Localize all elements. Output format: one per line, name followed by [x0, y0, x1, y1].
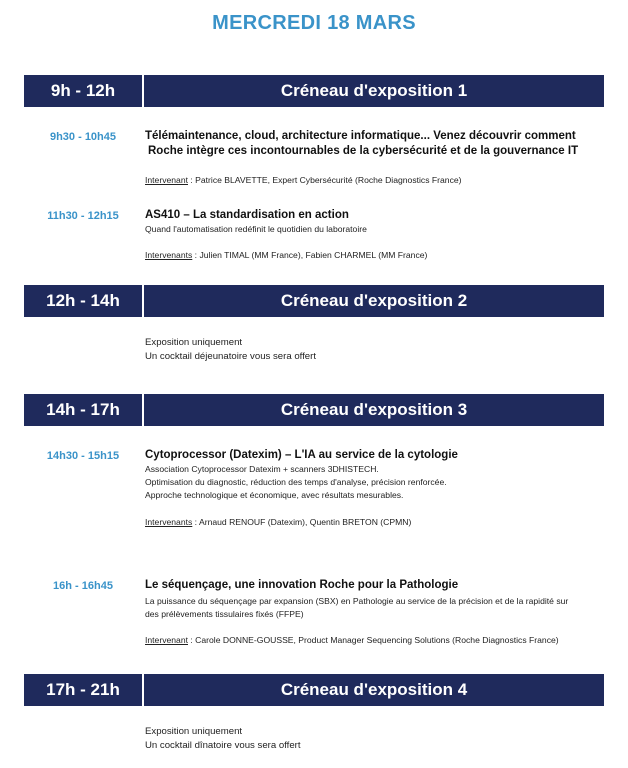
session-1 — [145, 129, 605, 186]
speakers-label: Intervenant — [145, 175, 188, 185]
expo-line: Exposition uniquement — [145, 337, 243, 348]
session-desc: Optimisation du diagnostic, réduction des temps d'analyse, précision renforcée. — [145, 477, 447, 487]
speakers-label: Intervenants — [145, 517, 193, 527]
session-title: Cytoprocessor (Datexim) – L'IA au service de la cytologie — [145, 449, 458, 461]
session-2 — [145, 208, 605, 261]
session-desc: des prélèvements tissulaires fixés (FFPE) — [145, 609, 304, 619]
expo-block-1 — [145, 336, 316, 364]
slot-name: Créneau d'exposition 1 — [280, 81, 468, 100]
session-4 — [145, 578, 605, 646]
speakers-label: Intervenant — [145, 635, 188, 645]
expo-line: Un cocktail déjeunatoire vous sera offert — [145, 351, 317, 362]
speakers-names: : Patrice BLAVETTE, Expert Cybersécurité (Roche Diagnostics France) — [188, 175, 462, 185]
slot-time: 12h - 14h — [24, 285, 144, 317]
speakers-names: : Carole DONNE-GOUSSE, Product Manager Sequencing Solutions (Roche Diagnostics France) — [188, 635, 559, 645]
slot-header-1 — [24, 75, 604, 107]
session-speakers — [145, 249, 605, 261]
slot-header-4 — [24, 674, 604, 706]
session-desc: Approche technologique et économique, avec résultats mesurables. — [145, 490, 404, 500]
slot-name: Créneau d'exposition 2 — [280, 291, 468, 310]
slot-name: Créneau d'exposition 3 — [280, 400, 468, 419]
slot-name: Créneau d'exposition 4 — [280, 680, 468, 699]
session-title-cont: Roche intègre ces incontournables de la cybersécurité et de la gouvernance IT — [148, 145, 579, 157]
session-time: 9h30 - 10h45 — [49, 131, 117, 143]
slot-header-3 — [24, 394, 604, 426]
slot-header-2 — [24, 285, 604, 317]
slot-time: 14h - 17h — [24, 394, 144, 426]
day-title: MERCREDI 18 MARS — [212, 12, 416, 34]
speakers-names: : Julien TIMAL (MM France), Fabien CHARMEL (MM France) — [192, 250, 428, 260]
session-time: 16h - 16h45 — [53, 580, 113, 592]
session-3 — [145, 448, 605, 528]
session-speakers — [145, 634, 605, 646]
expo-block-2 — [145, 725, 301, 753]
session-time: 14h30 - 15h15 — [46, 450, 120, 462]
slot-time: 9h - 12h — [24, 75, 144, 107]
session-title: Le séquençage, une innovation Roche pour la Pathologie — [145, 579, 459, 591]
session-desc: Association Cytoprocessor Datexim + scanners 3DHISTECH. — [145, 464, 379, 474]
session-desc: Quand l'automatisation redéfinit le quotidien du laboratoire — [145, 224, 367, 234]
speakers-label: Intervenants — [145, 250, 193, 260]
session-title: AS410 – La standardisation en action — [145, 209, 349, 221]
session-speakers — [145, 516, 605, 528]
expo-line: Exposition uniquement — [145, 726, 243, 737]
expo-line: Un cocktail dînatoire vous sera offert — [145, 740, 301, 751]
slot-time: 17h - 21h — [24, 674, 144, 706]
speakers-names: : Arnaud RENOUF (Datexim), Quentin BRETON (CPMN) — [192, 517, 412, 527]
session-time: 11h30 - 12h15 — [47, 210, 119, 222]
session-title: Télémaintenance, cloud, architecture informatique... Venez découvrir comment — [145, 130, 576, 142]
session-desc: La puissance du séquençage par expansion (SBX) en Pathologie au service de la précision et de la rapidité sur — [145, 596, 569, 606]
session-speakers — [145, 174, 605, 186]
